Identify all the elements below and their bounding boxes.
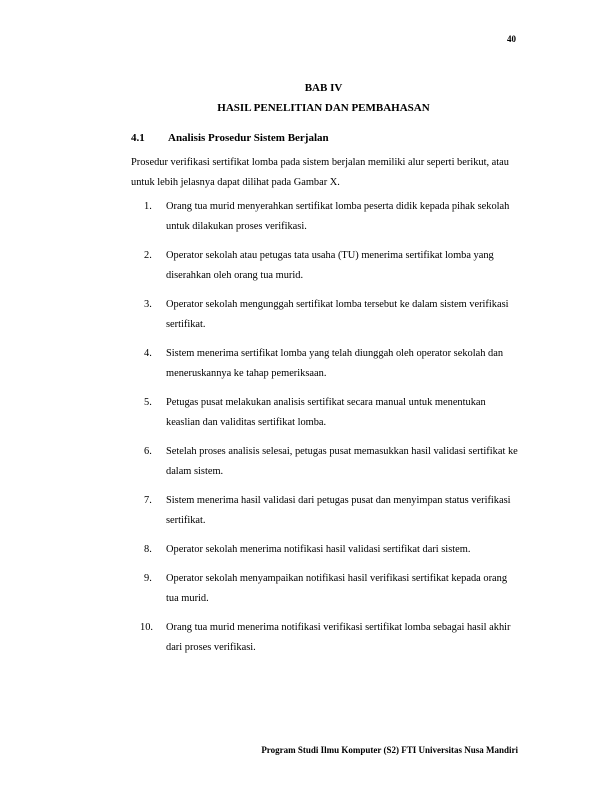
list-item (131, 618, 521, 658)
step-text: Setelah proses analisis selesai, petugas pusat memasukkan hasil validasi sertifikat ke dalam sistem. (166, 446, 518, 477)
section-title: Analisis Prosedur Sistem Berjalan (168, 132, 329, 144)
section-heading (131, 132, 329, 144)
list-item (131, 393, 521, 433)
chapter-label: BAB IV (304, 82, 343, 94)
list-item (131, 295, 521, 335)
procedure-steps-list (131, 197, 521, 667)
list-item (131, 246, 521, 286)
list-item (131, 442, 521, 482)
step-number: 2. (144, 250, 152, 261)
list-item (131, 540, 521, 560)
section-intro: Prosedur verifikasi sertifikat lomba pada sistem berjalan memiliki alur seperti berikut, atau untuk lebih jelasnya dapat dilihat pada Gambar X. (131, 157, 509, 188)
list-item (131, 491, 521, 531)
step-number: 1. (144, 201, 152, 212)
page-footer: Program Studi Ilmu Komputer (S2) FTI Universitas Nusa Mandiri (261, 745, 518, 755)
step-text: Operator sekolah menerima notifikasi hasil validasi sertifikat dari sistem. (166, 544, 471, 555)
step-text: Sistem menerima hasil validasi dari petugas pusat dan menyimpan status verifikasi sertifikat. (166, 495, 511, 526)
step-number: 7. (144, 495, 152, 506)
step-text: Petugas pusat melakukan analisis sertifikat secara manual untuk menentukan keaslian dan validitas sertifikat lomba. (166, 397, 486, 428)
list-item (131, 344, 521, 384)
step-text: Operator sekolah atau petugas tata usaha (TU) menerima sertifikat lomba yang diserahkan oleh orang tua murid. (166, 250, 494, 281)
section-number: 4.1 (131, 132, 145, 144)
list-item (131, 569, 521, 609)
step-number: 5. (144, 397, 152, 408)
step-text: Orang tua murid menyerahkan sertifikat lomba peserta didik kepada pihak sekolah untuk dilakukan proses verifikasi. (166, 201, 510, 232)
step-text: Orang tua murid menerima notifikasi verifikasi sertifikat lomba sebagai hasil akhir dari proses verifikasi. (166, 622, 511, 653)
chapter-title: HASIL PENELITIAN DAN PEMBAHASAN (217, 102, 430, 114)
step-number: 6. (144, 446, 152, 457)
page-number: 40 (507, 34, 516, 44)
step-text: Sistem menerima sertifikat lomba yang telah diunggah oleh operator sekolah dan meneruskannya ke tahap pemeriksaan. (166, 348, 504, 379)
step-number: 8. (144, 544, 152, 555)
step-text: Operator sekolah menyampaikan notifikasi hasil verifikasi sertifikat kepada orang tua murid. (166, 573, 508, 604)
step-number: 4. (144, 348, 152, 359)
step-number: 3. (144, 299, 152, 310)
step-number: 9. (144, 573, 152, 584)
list-item (131, 197, 521, 237)
step-text: Operator sekolah mengunggah sertifikat lomba tersebut ke dalam sistem verifikasi sertifikat. (166, 299, 509, 330)
step-number: 10. (140, 622, 153, 633)
